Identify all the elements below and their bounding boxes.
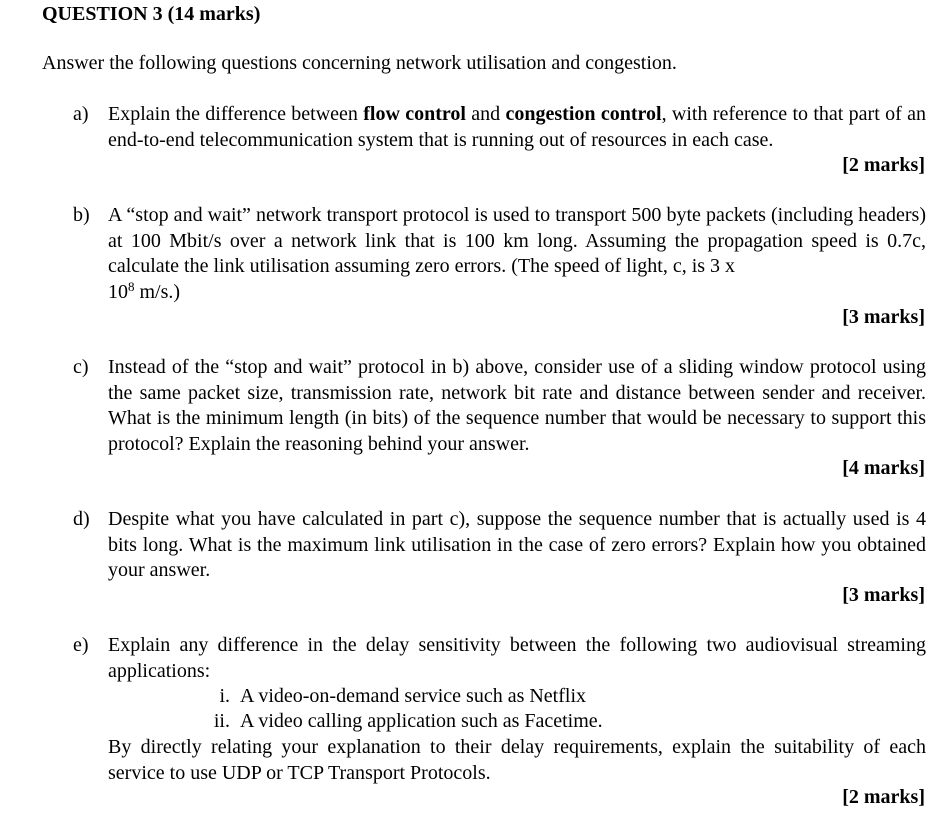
light-speed-exponent: $10^8$ m/s.) bbox=[108, 278, 181, 303]
part-c-label: c) bbox=[73, 356, 89, 378]
part-b-label: b) bbox=[73, 204, 90, 226]
part-d-label: d) bbox=[73, 508, 90, 530]
part-a-text-1: Explain the difference between bbox=[108, 103, 364, 125]
part-e-followup-text: By directly relating your explanation to their delay requirements, explain the suitability of each service to use UDP or TCP Transport Protocols. bbox=[108, 736, 926, 784]
part-e bbox=[73, 633, 926, 684]
part-e-marks: [2 marks] bbox=[842, 786, 925, 808]
sub-item-text: A video-on-demand service such as Netflix bbox=[240, 685, 587, 707]
part-a bbox=[73, 102, 926, 153]
part-d bbox=[73, 507, 926, 584]
part-d-text: Despite what you have calculated in part c), suppose the sequence number that is actually used is 4 bits long. What is the maximum link utilisation in the case of zero errors? Explain how you obtained your answer. bbox=[108, 508, 926, 581]
part-d-marks: [3 marks] bbox=[842, 584, 925, 606]
part-a-marks: [2 marks] bbox=[842, 154, 925, 176]
sub-item-number: ii. bbox=[213, 710, 230, 732]
part-a-text bbox=[108, 102, 926, 153]
part-b bbox=[73, 203, 926, 305]
part-a-text-3: , with reference to that part of an end-to-end telecommunication system that is running out of resources in each case. bbox=[108, 103, 926, 151]
part-b-marks: [3 marks] bbox=[842, 306, 925, 328]
part-a-text-2: and bbox=[465, 103, 506, 125]
part-c-text: Instead of the “stop and wait” protocol in b) above, consider use of a sliding window protocol using the same packet size, transmission rate, network bit rate and distance between sender and receiver. What is the minimum length (in bits) of the sequence number that would be necessary to support this protocol? Explain the reasoning behind your answer. bbox=[108, 356, 926, 455]
flow-control-term: flow control bbox=[363, 103, 466, 125]
sub-item-number: i. bbox=[219, 685, 230, 707]
part-e-text: Explain any difference in the delay sensitivity between the following two audiovisual streaming applications: bbox=[108, 634, 926, 682]
sub-item-netflix bbox=[202, 684, 586, 710]
part-b-body: A “stop and wait” network transport protocol is used to transport 500 byte packets (including headers) at 100 Mbit/s over a network link that is 100 km long. Assuming the propagation speed is 0.7c, calculate the link utilisation assuming zero errors. (The speed of light, c, is 3 x bbox=[108, 204, 926, 277]
sub-item-facetime bbox=[202, 709, 603, 735]
part-e-label: e) bbox=[73, 634, 89, 656]
congestion-control-term: congestion control bbox=[505, 103, 662, 125]
question-heading: QUESTION 3 (14 marks) bbox=[42, 3, 261, 25]
part-a-label: a) bbox=[73, 103, 89, 125]
sub-item-text: A video calling application such as Facetime. bbox=[240, 710, 603, 732]
part-e-followup bbox=[73, 735, 926, 786]
part-b-text bbox=[108, 203, 926, 305]
part-c bbox=[73, 355, 926, 457]
part-c-marks: [4 marks] bbox=[842, 457, 925, 479]
question-intro: Answer the following questions concerning network utilisation and congestion. bbox=[42, 52, 677, 74]
